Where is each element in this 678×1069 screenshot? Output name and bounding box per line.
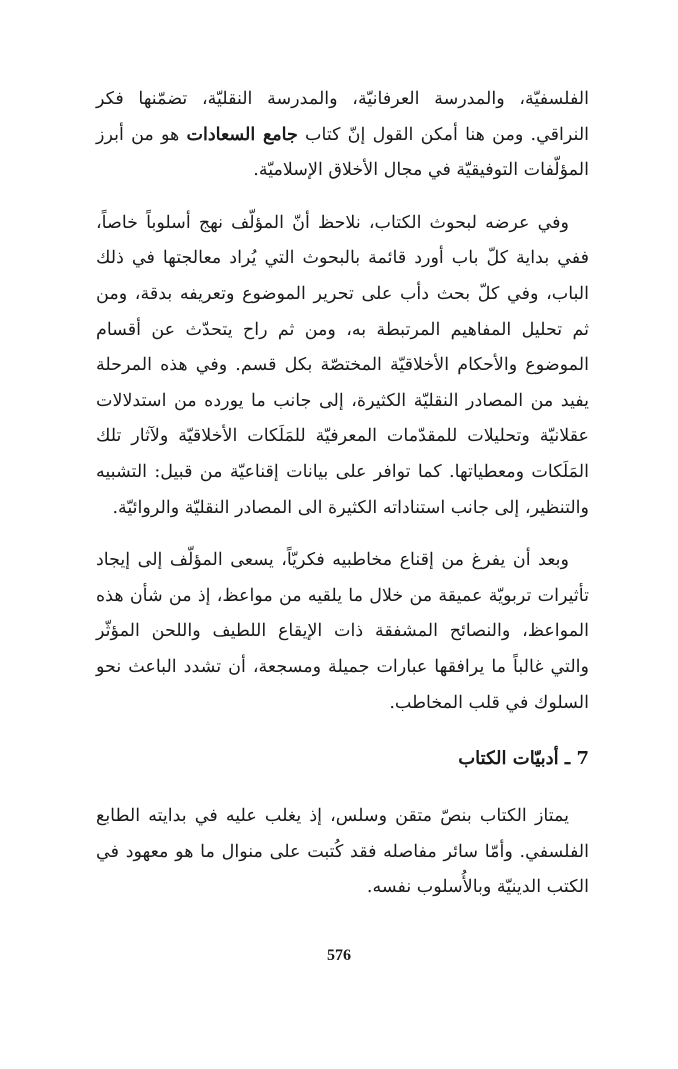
paragraph-book-style: يمتاز الكتاب بنصّ متقن وسلس، إذ يغلب عليه في بدايته الطابع الفلسفي. وأمّا سائر مفاصله فقد كُتبت على منوال ما هو معهود في الكتب الدينيّة وبالأُسلوب نفسه. — [96, 806, 589, 898]
paragraph-1-text-after: هو من أبرز المؤلّفات التوفيقيّة في مجال الأخلاق الإسلاميّة. — [96, 124, 589, 181]
page-body — [96, 82, 589, 906]
section-heading: 7 ـ أدبيّات الكتاب — [458, 748, 589, 770]
paragraph-continuation — [96, 82, 589, 189]
paragraph-educational-effects: وبعد أن يفرغ من إقناع مخاطبيه فكريّاً، يسعى المؤلّف إلى إيجاد تأثيرات تربويّة عميقة من خلال ما يلقيه من مواعظ، إذ من شأن هذه المواعظ، والنصائح المشفقة ذات الإيقاع اللطيف واللحن المؤثّر والتي غالباً ما يرافقها عبارات جميلة ومسجعة، أن تشدد الباعث نحو السلوك في قلب المخاطب. — [96, 550, 589, 713]
book-title-bold: جامع السعادات — [186, 124, 298, 145]
paragraph-book-method: وفي عرضه لبحوث الكتاب، نلاحظ أنّ المؤلّف نهج أسلوباً خاصاً، ففي بداية كلّ باب أورد قائمة بالبحوث التي يُراد معالجتها في ذلك الباب، وفي كلّ بحث دأب على تحرير الموضوع وتعريفه بدقة، ومن ثم تحليل المفاهيم المرتبطة به، ومن ثم راح يتحدّث عن أقسام الموضوع والأحكام الأخلاقيّة المختصّة بكل قسم. وفي هذه المرحلة يفيد من المصادر النقليّة الكثيرة، إلى جانب ما يورده من استدلالات عقلانيّة وتحليلات للمقدّمات المعرفيّة للمَلَكات الأخلاقيّة ولآثار تلك المَلَكات ومعطياتها. كما توافر على بيانات إقناعيّة من قبيل: التشبيه والتنظير، إلى جانب استناداته الكثيرة الى المصادر النقليّة والروائيّة. — [96, 212, 589, 518]
page-number: 576 — [327, 947, 351, 964]
paragraph-1-text-before: الفلسفيّة، والمدرسة العرفانيّة، والمدرسة النقليّة، تضمّنها فكر النراقي. ومن هنا أمكن القول إنّ كتاب — [96, 89, 590, 145]
